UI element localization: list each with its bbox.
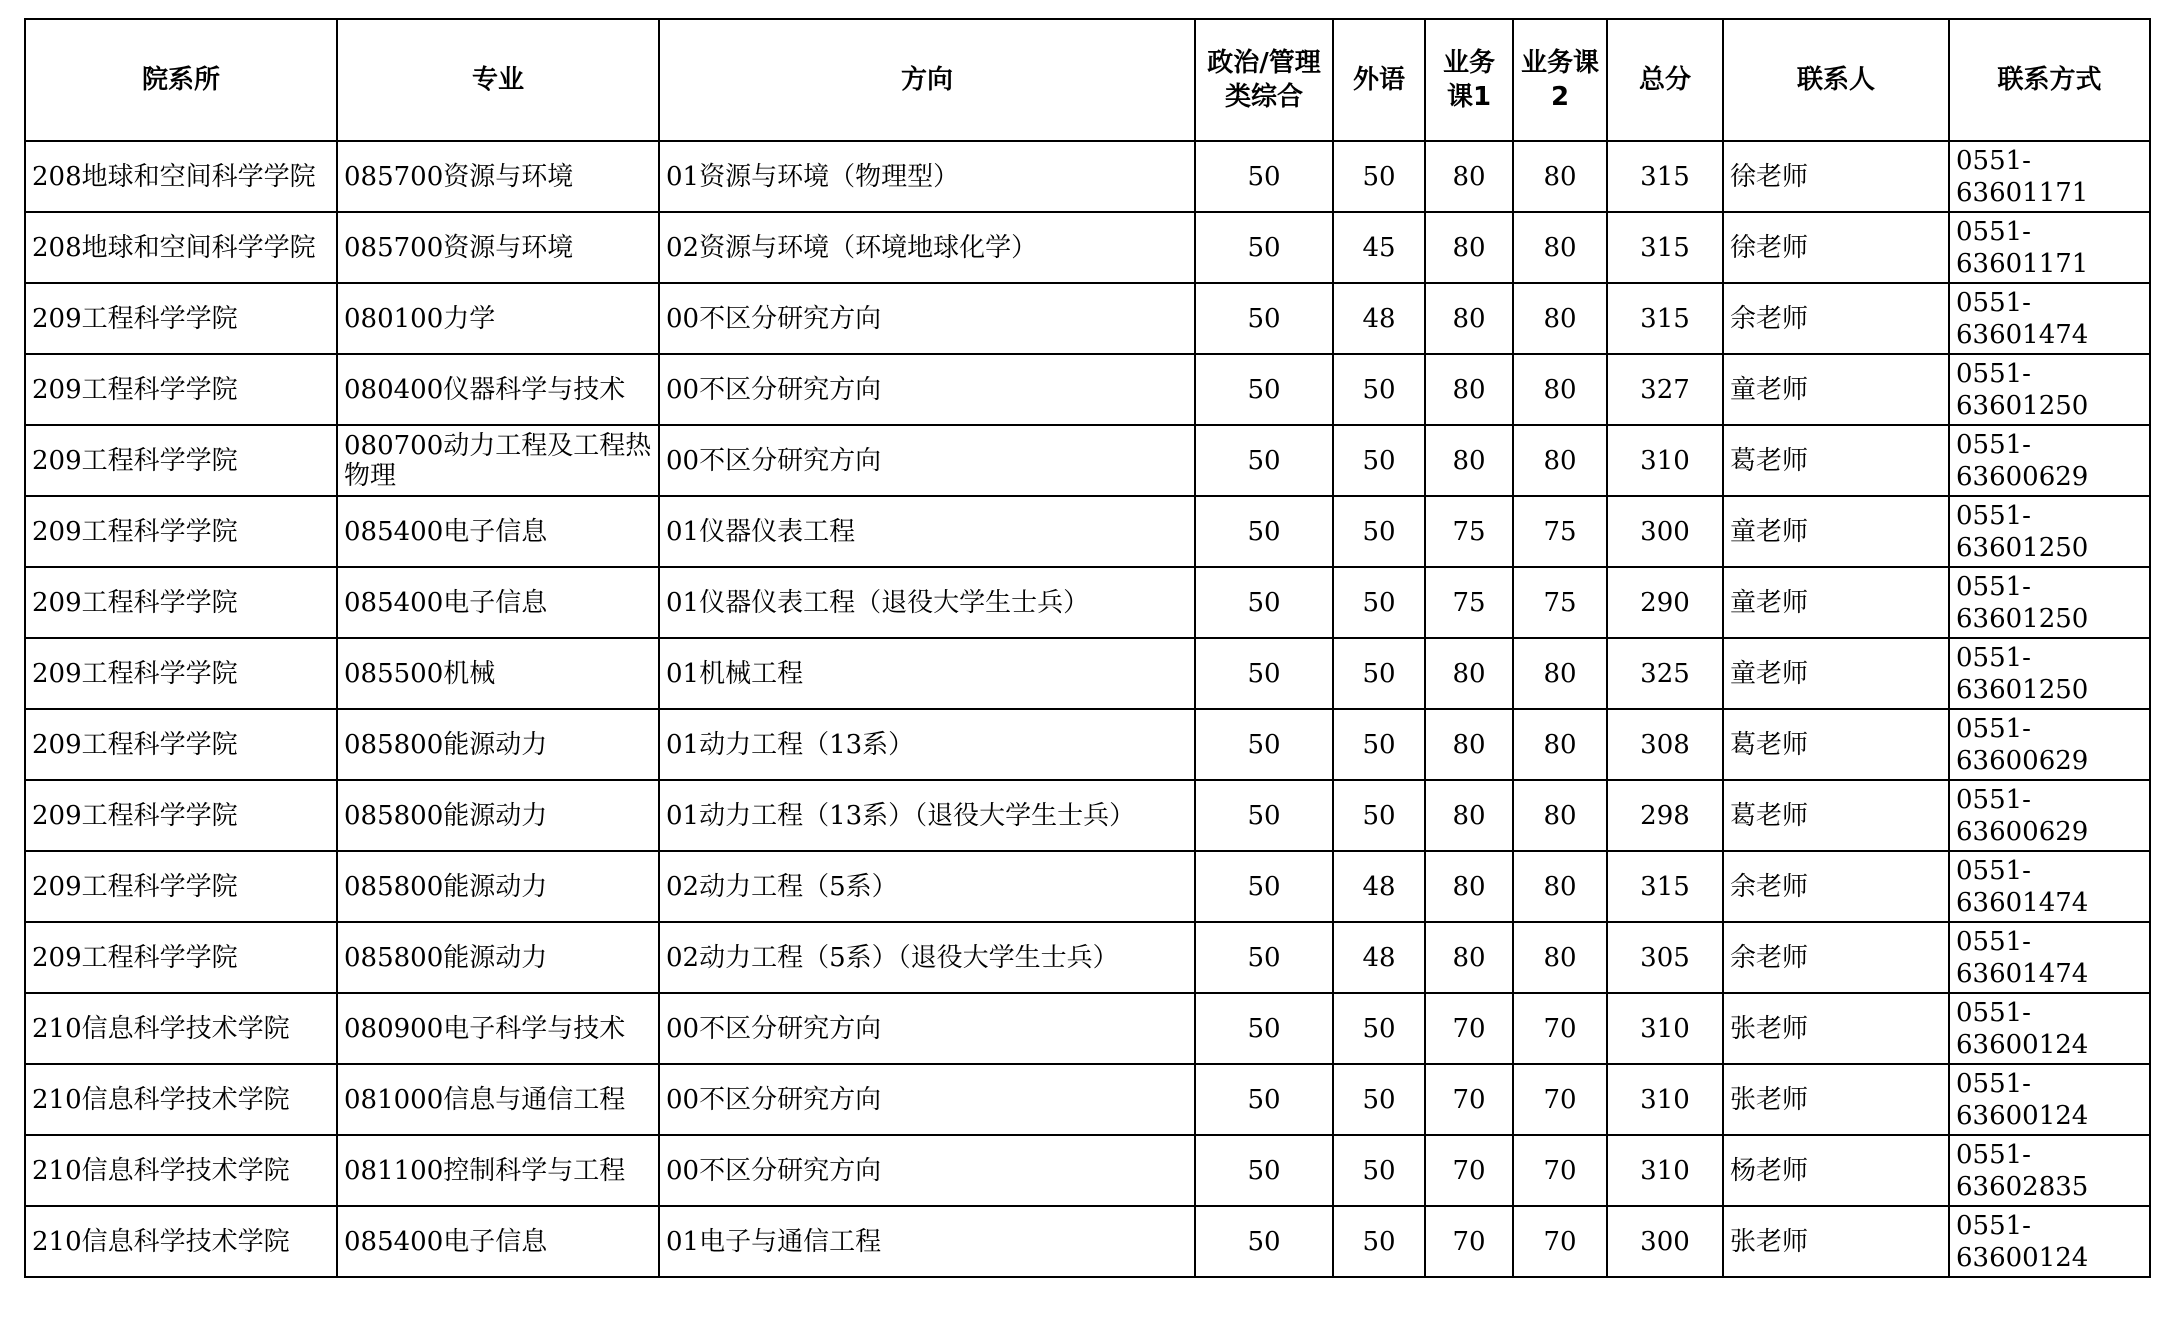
cell-total: 290 [1607, 567, 1723, 638]
cell-major: 085800能源动力 [337, 780, 659, 851]
table-row [25, 283, 2150, 354]
cell-department: 209工程科学学院 [25, 922, 337, 993]
cell-major: 085400电子信息 [337, 567, 659, 638]
cell-contact-person: 童老师 [1723, 496, 1949, 567]
table-row [25, 141, 2150, 212]
cell-course-1: 70 [1425, 1206, 1513, 1277]
header-contact-phone: 联系方式 [1949, 19, 2150, 141]
cell-contact-phone: 0551-63601474 [1949, 851, 2150, 922]
cell-contact-phone: 0551-63600124 [1949, 1064, 2150, 1135]
cell-major: 080700动力工程及工程热物理 [337, 425, 659, 496]
cell-total: 308 [1607, 709, 1723, 780]
cell-contact-person: 葛老师 [1723, 780, 1949, 851]
cell-politics: 50 [1195, 425, 1333, 496]
cell-course-2: 80 [1513, 141, 1607, 212]
score-table-container [24, 18, 2149, 1278]
cell-major: 080400仪器科学与技术 [337, 354, 659, 425]
cell-foreign-language: 48 [1333, 922, 1425, 993]
cell-major: 085400电子信息 [337, 1206, 659, 1277]
cell-course-1: 80 [1425, 922, 1513, 993]
cell-foreign-language: 50 [1333, 1135, 1425, 1206]
cell-course-2: 80 [1513, 212, 1607, 283]
table-row [25, 1206, 2150, 1277]
cell-course-1: 80 [1425, 212, 1513, 283]
cell-course-1: 75 [1425, 496, 1513, 567]
cell-contact-person: 张老师 [1723, 1206, 1949, 1277]
table-row [25, 425, 2150, 496]
cell-total: 315 [1607, 851, 1723, 922]
cell-major: 085800能源动力 [337, 709, 659, 780]
table-row [25, 709, 2150, 780]
cell-course-1: 80 [1425, 780, 1513, 851]
cell-department: 210信息科学技术学院 [25, 1064, 337, 1135]
cell-direction: 00不区分研究方向 [659, 1064, 1195, 1135]
cell-contact-phone: 0551-63601171 [1949, 212, 2150, 283]
cell-direction: 00不区分研究方向 [659, 354, 1195, 425]
cell-politics: 50 [1195, 1206, 1333, 1277]
cell-contact-person: 童老师 [1723, 638, 1949, 709]
cell-contact-person: 徐老师 [1723, 212, 1949, 283]
cell-contact-phone: 0551-63601474 [1949, 922, 2150, 993]
cell-department: 210信息科学技术学院 [25, 993, 337, 1064]
cell-contact-phone: 0551-63601250 [1949, 354, 2150, 425]
cell-contact-person: 杨老师 [1723, 1135, 1949, 1206]
cell-major: 085800能源动力 [337, 922, 659, 993]
cell-politics: 50 [1195, 1135, 1333, 1206]
table-row [25, 922, 2150, 993]
cell-foreign-language: 50 [1333, 709, 1425, 780]
cell-major: 085800能源动力 [337, 851, 659, 922]
cell-department: 209工程科学学院 [25, 709, 337, 780]
cell-course-2: 80 [1513, 354, 1607, 425]
cell-politics: 50 [1195, 567, 1333, 638]
cell-contact-person: 张老师 [1723, 1064, 1949, 1135]
header-direction: 方向 [659, 19, 1195, 141]
cell-contact-phone: 0551-63600629 [1949, 780, 2150, 851]
cell-major: 085500机械 [337, 638, 659, 709]
cell-total: 310 [1607, 993, 1723, 1064]
cell-direction: 01仪器仪表工程（退役大学生士兵） [659, 567, 1195, 638]
cell-contact-person: 童老师 [1723, 567, 1949, 638]
cell-foreign-language: 50 [1333, 1206, 1425, 1277]
cell-direction: 01机械工程 [659, 638, 1195, 709]
cell-contact-phone: 0551-63601250 [1949, 496, 2150, 567]
cell-course-1: 80 [1425, 638, 1513, 709]
cell-direction: 01动力工程（13系）（退役大学生士兵） [659, 780, 1195, 851]
cell-course-2: 80 [1513, 780, 1607, 851]
cell-direction: 01资源与环境（物理型） [659, 141, 1195, 212]
cell-total: 300 [1607, 496, 1723, 567]
cell-direction: 02动力工程（5系） [659, 851, 1195, 922]
cell-course-1: 70 [1425, 1135, 1513, 1206]
cell-contact-person: 张老师 [1723, 993, 1949, 1064]
cell-contact-phone: 0551-63600124 [1949, 1206, 2150, 1277]
table-row [25, 638, 2150, 709]
cell-total: 327 [1607, 354, 1723, 425]
cell-direction: 01仪器仪表工程 [659, 496, 1195, 567]
cell-department: 210信息科学技术学院 [25, 1135, 337, 1206]
cell-course-1: 80 [1425, 141, 1513, 212]
cell-contact-phone: 0551-63602835 [1949, 1135, 2150, 1206]
cell-foreign-language: 50 [1333, 993, 1425, 1064]
cell-direction: 01电子与通信工程 [659, 1206, 1195, 1277]
cell-politics: 50 [1195, 780, 1333, 851]
table-row [25, 1064, 2150, 1135]
cell-direction: 00不区分研究方向 [659, 425, 1195, 496]
cell-department: 208地球和空间科学学院 [25, 141, 337, 212]
cell-politics: 50 [1195, 993, 1333, 1064]
cell-department: 209工程科学学院 [25, 496, 337, 567]
cell-politics: 50 [1195, 283, 1333, 354]
cell-foreign-language: 45 [1333, 212, 1425, 283]
table-row [25, 780, 2150, 851]
cell-foreign-language: 50 [1333, 354, 1425, 425]
cell-foreign-language: 50 [1333, 567, 1425, 638]
cell-foreign-language: 50 [1333, 141, 1425, 212]
cell-course-2: 80 [1513, 638, 1607, 709]
header-course-2: 业务课2 [1513, 19, 1607, 141]
cell-course-2: 75 [1513, 496, 1607, 567]
cell-foreign-language: 50 [1333, 780, 1425, 851]
header-department: 院系所 [25, 19, 337, 141]
table-row [25, 496, 2150, 567]
cell-foreign-language: 50 [1333, 1064, 1425, 1135]
cell-contact-person: 徐老师 [1723, 141, 1949, 212]
cell-contact-person: 葛老师 [1723, 709, 1949, 780]
cell-total: 300 [1607, 1206, 1723, 1277]
cell-course-1: 70 [1425, 993, 1513, 1064]
cell-total: 325 [1607, 638, 1723, 709]
cell-total: 315 [1607, 283, 1723, 354]
cell-contact-phone: 0551-63600629 [1949, 709, 2150, 780]
cell-contact-phone: 0551-63600629 [1949, 425, 2150, 496]
cell-total: 310 [1607, 1064, 1723, 1135]
cell-direction: 01动力工程（13系） [659, 709, 1195, 780]
cell-course-2: 70 [1513, 1206, 1607, 1277]
cell-total: 310 [1607, 1135, 1723, 1206]
cell-course-1: 80 [1425, 283, 1513, 354]
cell-department: 209工程科学学院 [25, 638, 337, 709]
cell-politics: 50 [1195, 851, 1333, 922]
cell-course-1: 75 [1425, 567, 1513, 638]
cell-department: 209工程科学学院 [25, 354, 337, 425]
table-body [25, 141, 2150, 1277]
cell-foreign-language: 50 [1333, 425, 1425, 496]
cell-foreign-language: 48 [1333, 851, 1425, 922]
cell-foreign-language: 48 [1333, 283, 1425, 354]
cell-department: 208地球和空间科学学院 [25, 212, 337, 283]
cell-course-2: 80 [1513, 283, 1607, 354]
score-table [24, 18, 2151, 1278]
cell-politics: 50 [1195, 638, 1333, 709]
cell-politics: 50 [1195, 141, 1333, 212]
table-row [25, 354, 2150, 425]
cell-major: 085700资源与环境 [337, 141, 659, 212]
table-row [25, 567, 2150, 638]
cell-foreign-language: 50 [1333, 638, 1425, 709]
cell-major: 081000信息与通信工程 [337, 1064, 659, 1135]
cell-direction: 00不区分研究方向 [659, 283, 1195, 354]
header-foreign-language: 外语 [1333, 19, 1425, 141]
cell-foreign-language: 50 [1333, 496, 1425, 567]
table-row [25, 1135, 2150, 1206]
table-header-row [25, 19, 2150, 141]
cell-contact-person: 葛老师 [1723, 425, 1949, 496]
cell-contact-person: 余老师 [1723, 851, 1949, 922]
cell-course-2: 70 [1513, 993, 1607, 1064]
table-row [25, 851, 2150, 922]
cell-contact-person: 余老师 [1723, 283, 1949, 354]
table-row [25, 212, 2150, 283]
cell-course-1: 80 [1425, 709, 1513, 780]
cell-major: 080100力学 [337, 283, 659, 354]
cell-course-2: 75 [1513, 567, 1607, 638]
cell-course-2: 80 [1513, 922, 1607, 993]
cell-politics: 50 [1195, 212, 1333, 283]
cell-department: 209工程科学学院 [25, 425, 337, 496]
cell-course-2: 80 [1513, 425, 1607, 496]
cell-major: 080900电子科学与技术 [337, 993, 659, 1064]
cell-department: 209工程科学学院 [25, 780, 337, 851]
cell-politics: 50 [1195, 1064, 1333, 1135]
cell-contact-phone: 0551-63601474 [1949, 283, 2150, 354]
cell-major: 085400电子信息 [337, 496, 659, 567]
cell-politics: 50 [1195, 922, 1333, 993]
header-course-1: 业务课1 [1425, 19, 1513, 141]
cell-contact-phone: 0551-63600124 [1949, 993, 2150, 1064]
cell-course-2: 80 [1513, 709, 1607, 780]
cell-direction: 00不区分研究方向 [659, 993, 1195, 1064]
cell-contact-phone: 0551-63601250 [1949, 638, 2150, 709]
cell-course-1: 80 [1425, 354, 1513, 425]
cell-contact-person: 童老师 [1723, 354, 1949, 425]
cell-course-1: 80 [1425, 425, 1513, 496]
header-total: 总分 [1607, 19, 1723, 141]
header-politics: 政治/管理类综合 [1195, 19, 1333, 141]
cell-major: 085700资源与环境 [337, 212, 659, 283]
cell-politics: 50 [1195, 354, 1333, 425]
cell-contact-phone: 0551-63601250 [1949, 567, 2150, 638]
cell-department: 210信息科学技术学院 [25, 1206, 337, 1277]
cell-course-1: 70 [1425, 1064, 1513, 1135]
cell-department: 209工程科学学院 [25, 283, 337, 354]
cell-major: 081100控制科学与工程 [337, 1135, 659, 1206]
cell-total: 315 [1607, 212, 1723, 283]
cell-total: 305 [1607, 922, 1723, 993]
cell-course-1: 80 [1425, 851, 1513, 922]
cell-contact-phone: 0551-63601171 [1949, 141, 2150, 212]
header-major: 专业 [337, 19, 659, 141]
cell-department: 209工程科学学院 [25, 851, 337, 922]
cell-total: 298 [1607, 780, 1723, 851]
cell-course-2: 80 [1513, 851, 1607, 922]
cell-direction: 00不区分研究方向 [659, 1135, 1195, 1206]
cell-politics: 50 [1195, 496, 1333, 567]
cell-politics: 50 [1195, 709, 1333, 780]
cell-direction: 02动力工程（5系）（退役大学生士兵） [659, 922, 1195, 993]
cell-contact-person: 余老师 [1723, 922, 1949, 993]
cell-total: 310 [1607, 425, 1723, 496]
table-row [25, 993, 2150, 1064]
cell-course-2: 70 [1513, 1135, 1607, 1206]
cell-total: 315 [1607, 141, 1723, 212]
cell-direction: 02资源与环境（环境地球化学） [659, 212, 1195, 283]
cell-course-2: 70 [1513, 1064, 1607, 1135]
header-contact-person: 联系人 [1723, 19, 1949, 141]
cell-department: 209工程科学学院 [25, 567, 337, 638]
